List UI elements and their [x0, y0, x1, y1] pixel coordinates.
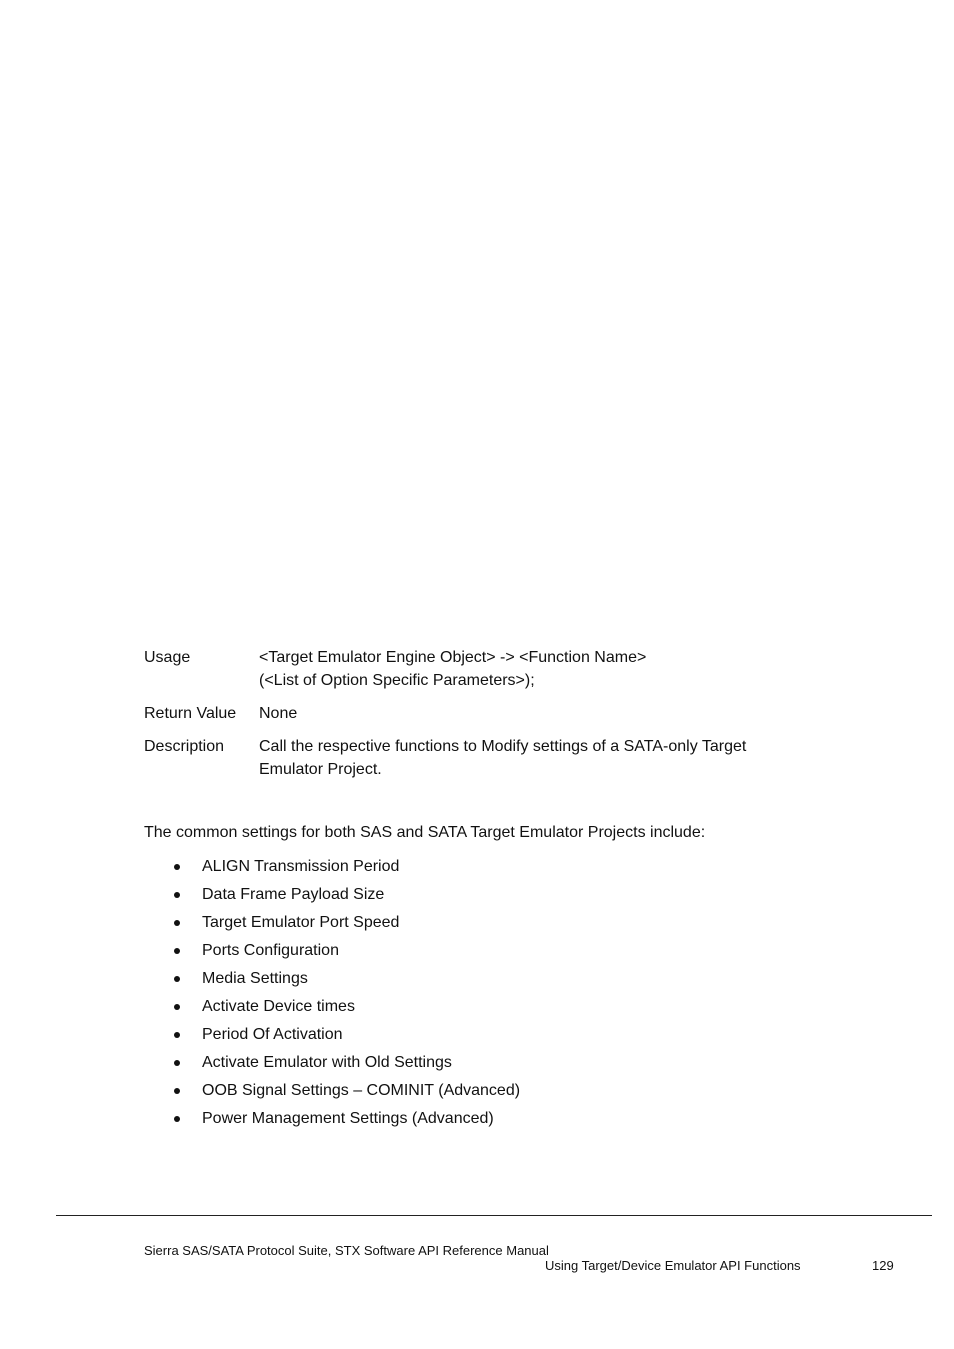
- spec-value-description: [259, 735, 844, 781]
- list-item: [144, 1023, 520, 1051]
- list-item-text: Media Settings: [202, 970, 308, 987]
- list-item-text: Power Management Settings (Advanced): [202, 1110, 494, 1127]
- list-item: [144, 967, 520, 995]
- footer-manual-title: Sierra SAS/SATA Protocol Suite, STX Software API Reference Manual: [144, 1243, 549, 1258]
- bullet-icon: [174, 948, 180, 954]
- footer-divider: [56, 1215, 932, 1216]
- list-item: [144, 939, 520, 967]
- list-item-text: OOB Signal Settings – COMINIT (Advanced): [202, 1082, 521, 1099]
- bullet-icon: [174, 920, 180, 926]
- bullet-icon: [174, 1004, 180, 1010]
- list-item-text: ALIGN Transmission Period: [202, 858, 400, 875]
- spec-value-usage: [259, 646, 844, 692]
- list-item-text: Ports Configuration: [202, 942, 339, 959]
- bullet-icon: [174, 864, 180, 870]
- list-item-text: Target Emulator Port Speed: [202, 914, 400, 931]
- spec-value-return: None: [259, 705, 298, 722]
- list-item: [144, 883, 520, 911]
- spec-label-usage: Usage: [144, 649, 191, 666]
- settings-list: [144, 855, 520, 1135]
- list-item-text: Activate Device times: [202, 998, 355, 1015]
- list-item: [144, 995, 520, 1023]
- spec-row-description: [144, 735, 844, 781]
- spec-row-usage: [144, 646, 844, 692]
- description-line-1: Call the respective functions to Modify settings of a SATA-only Target: [259, 738, 747, 755]
- bullet-icon: [174, 976, 180, 982]
- function-spec-table: [144, 646, 844, 791]
- list-item-text: Data Frame Payload Size: [202, 886, 385, 903]
- list-item-text: Activate Emulator with Old Settings: [202, 1054, 452, 1071]
- usage-line-1: <Target Emulator Engine Object> -> <Function Name>: [259, 649, 647, 666]
- spec-row-return: [144, 702, 844, 725]
- bullet-icon: [174, 1116, 180, 1122]
- spec-label-description: Description: [144, 738, 225, 755]
- list-item-text: Period Of Activation: [202, 1026, 343, 1043]
- spec-label-return: Return Value: [144, 705, 237, 722]
- list-item: [144, 911, 520, 939]
- usage-line-2: (<List of Option Specific Parameters>);: [259, 672, 535, 689]
- description-line-2: Emulator Project.: [259, 761, 382, 778]
- bullet-icon: [174, 1060, 180, 1066]
- settings-intro-paragraph: The common settings for both SAS and SATA Target Emulator Projects include:: [144, 824, 706, 841]
- list-item: [144, 1107, 520, 1135]
- list-item: [144, 1079, 520, 1107]
- footer-section-title: Using Target/Device Emulator API Functions: [545, 1258, 801, 1273]
- list-item: [144, 1051, 520, 1079]
- bullet-icon: [174, 892, 180, 898]
- bullet-icon: [174, 1032, 180, 1038]
- footer-page-number: 129: [872, 1258, 894, 1273]
- list-item: [144, 855, 520, 883]
- bullet-icon: [174, 1088, 180, 1094]
